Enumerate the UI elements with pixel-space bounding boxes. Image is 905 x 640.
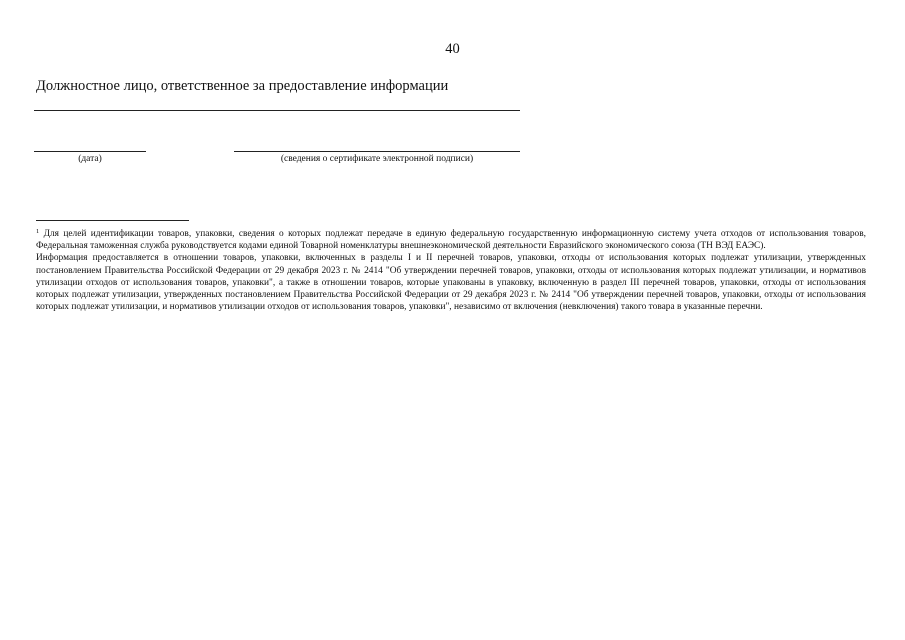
page-number: 40 — [445, 41, 460, 57]
footnote-marker: 1 — [36, 228, 40, 235]
footnote-separator — [36, 220, 189, 221]
footnotes-block — [36, 228, 866, 313]
footnote-2-text: Информация предоставляется в отношении товаров, упаковки, включенных в разделы I и II перечней товаров, упаковки, отходы от использования которых подлежат утилизации, утвержденных постановлением Правительства Российской Федерации от 29 декабря 2023 г. № 2414 "Об утверждении перечней товаров, упаковки, отходы от использования которых подлежат утилизации, и нормативов утилизации отходов от использования товаров, упаковки", а также в отношении товаров, которые упакованы в упаковку, включенную в раздел III перечней товаров, упаковки, отходы от использования которых подлежат утилизации, утвержденных постановлением Правительства Российской Федерации от 29 декабря 2023 г. № 2414 "Об утверждении перечней товаров, упаковки, отходы от использования которых подлежат утилизации, и нормативов утилизации отходов от использования товаров, упаковки", независимо от включения (невключения) такого товара в указанные перечни. — [36, 253, 866, 313]
footnote-1 — [36, 228, 866, 252]
official-name-line — [34, 110, 520, 111]
footnote-1-text: Для целей идентификации товаров, упаковки, сведения о которых подлежат передаче в единую федеральную государственную информационную систему учета отходов от использования товаров, Федеральная таможенная служба руководствуется кодами единой Товарной номенклатуры внешнеэкономической деятельности Евразийского экономического союза (ТН ВЭД ЕАЭС). — [36, 229, 866, 252]
date-line — [34, 151, 146, 152]
responsible-official-heading: Должностное лицо, ответственное за предоставление информации — [36, 78, 449, 94]
footnote-2 — [36, 252, 866, 313]
certificate-caption: (сведения о сертификате электронной подписи) — [280, 154, 474, 164]
date-caption: (дата) — [78, 154, 102, 164]
certificate-line — [234, 151, 520, 152]
